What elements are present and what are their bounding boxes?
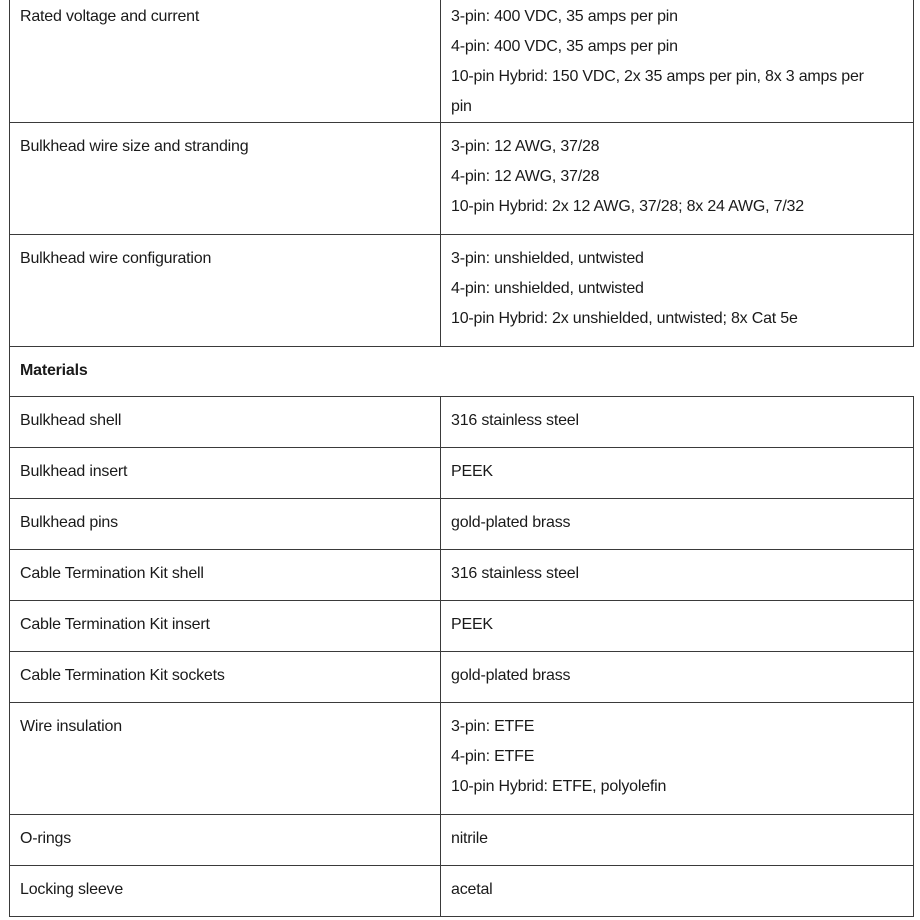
value-line: 3-pin: unshielded, untwisted [451,250,644,267]
section-spacer [441,347,914,397]
row-value [441,703,914,815]
row-value [441,235,914,347]
value-line: 3-pin: 400 VDC, 35 amps per pin [451,8,678,25]
row-value: acetal [441,866,914,917]
table-row [10,499,914,550]
table-row [10,448,914,499]
row-value: PEEK [441,448,914,499]
value-line: 10-pin Hybrid: 150 VDC, 2x 35 amps per pin, 8x 3 amps per [451,68,864,85]
table-row [10,123,914,235]
value-line: 3-pin: 12 AWG, 37/28 [451,138,600,155]
row-value [441,0,914,123]
row-value: gold-plated brass [441,652,914,703]
row-label: Wire insulation [10,703,441,815]
value-line: pin [451,98,472,115]
table-row [10,601,914,652]
value-line: 3-pin: ETFE [451,718,535,735]
table-row [10,866,914,917]
row-label: Locking sleeve [10,866,441,917]
row-value: PEEK [441,601,914,652]
section-title: Materials [10,347,441,397]
value-line: 10-pin Hybrid: 2x 12 AWG, 37/28; 8x 24 AWG, 7/32 [451,198,804,215]
value-line: 4-pin: 12 AWG, 37/28 [451,168,600,185]
table-row [10,703,914,815]
value-line: 4-pin: ETFE [451,748,535,765]
row-label: Rated voltage and current [10,0,441,123]
row-label: O-rings [10,815,441,866]
section-header-row [10,347,914,397]
table-row [10,0,914,123]
row-value: 316 stainless steel [441,397,914,448]
value-line: 10-pin Hybrid: 2x unshielded, untwisted; 8x Cat 5e [451,310,798,327]
table-row [10,815,914,866]
row-value: gold-plated brass [441,499,914,550]
row-label: Bulkhead wire size and stranding [10,123,441,235]
value-line: 4-pin: 400 VDC, 35 amps per pin [451,38,678,55]
table-row [10,397,914,448]
value-line: 4-pin: unshielded, untwisted [451,280,644,297]
value-line: 10-pin Hybrid: ETFE, polyolefin [451,778,667,795]
table-row [10,235,914,347]
spec-table [9,0,914,917]
table-row [10,550,914,601]
row-value: 316 stainless steel [441,550,914,601]
row-label: Cable Termination Kit shell [10,550,441,601]
row-label: Cable Termination Kit insert [10,601,441,652]
row-label: Bulkhead pins [10,499,441,550]
row-value [441,123,914,235]
row-label: Bulkhead shell [10,397,441,448]
row-label: Cable Termination Kit sockets [10,652,441,703]
row-label: Bulkhead wire configuration [10,235,441,347]
row-label: Bulkhead insert [10,448,441,499]
table-row [10,652,914,703]
row-value: nitrile [441,815,914,866]
